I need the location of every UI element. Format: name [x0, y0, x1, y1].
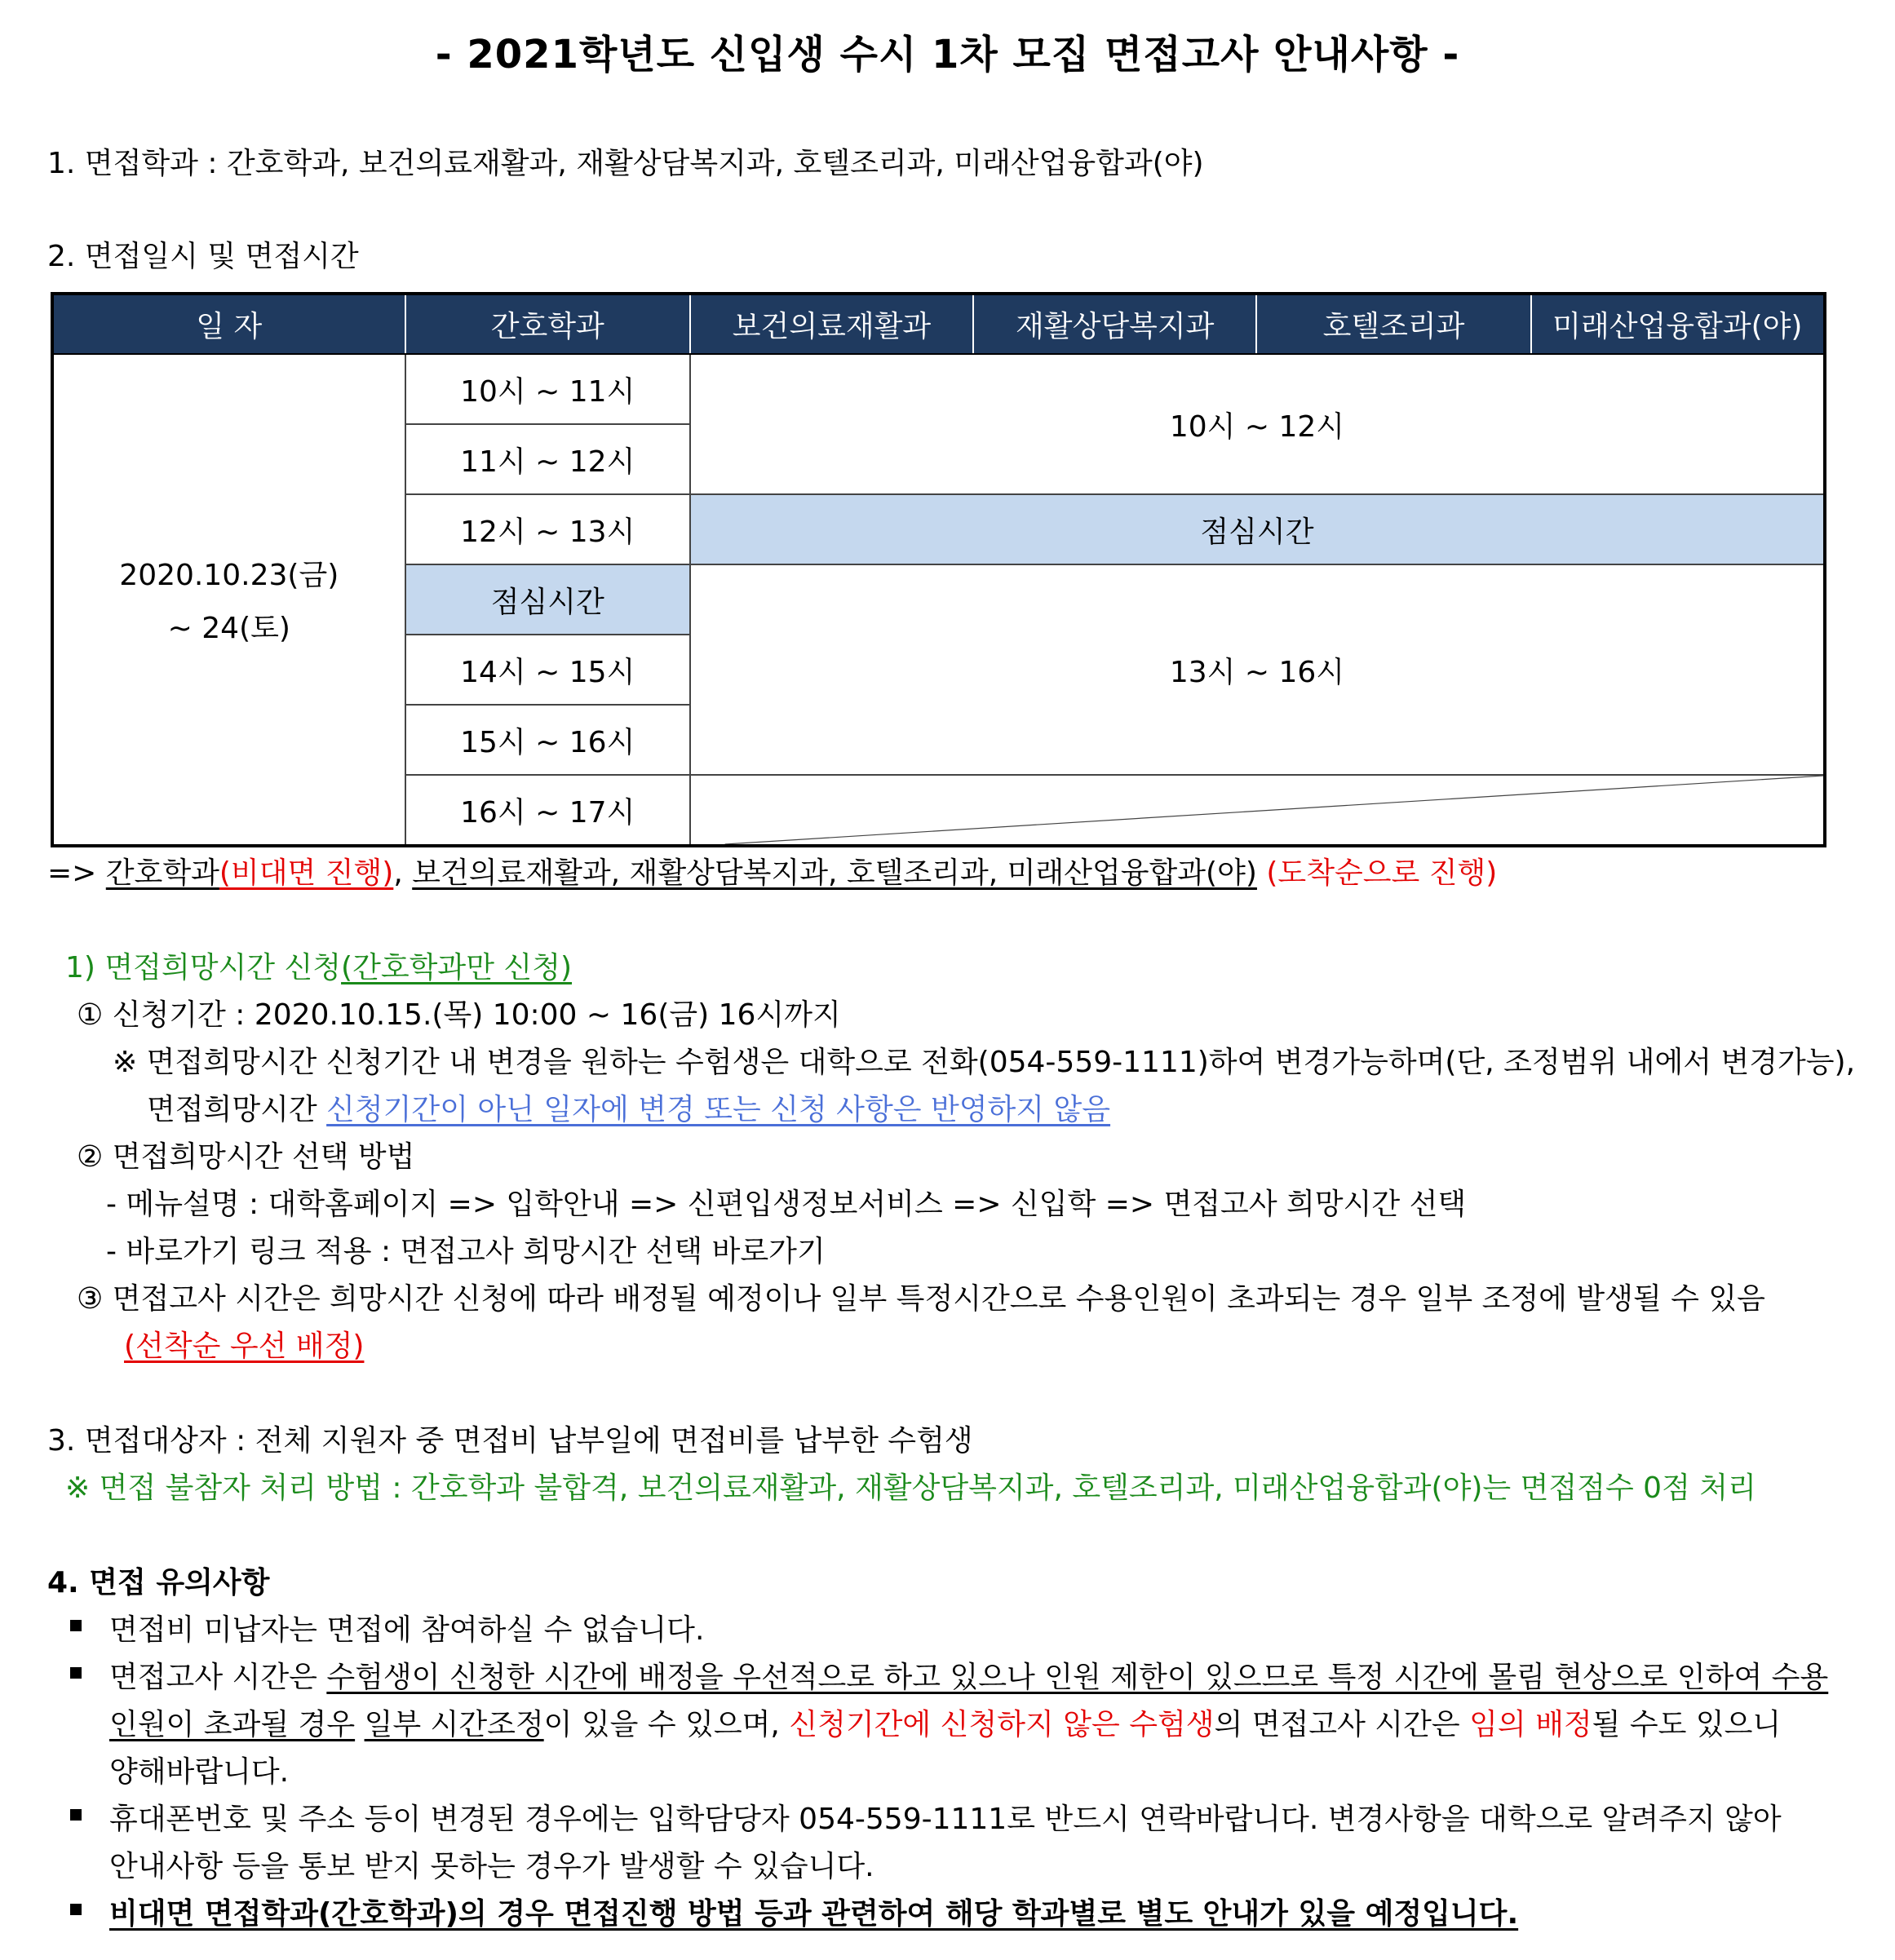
notice-bullet-2-line-1 [109, 1654, 1828, 1696]
interview-schedule-table [51, 292, 1826, 847]
notice-bullet-2-line-3: 양해바랍니다. [109, 1755, 290, 1789]
date-line-2: ~ 24(토) [167, 612, 290, 645]
header-nursing: 간호학과 [405, 294, 690, 354]
notice-bullet-4: 비대면 면접학과(간호학과)의 경우 면접진행 방법 등과 관련하여 해당 학과별로 별도 안내가 있을 예정입니다. [109, 1897, 1519, 1931]
item-1-change-note-2 [147, 1086, 1110, 1128]
sub1-title-nursing-only: (간호학과만 신청) [341, 951, 573, 984]
others-afternoon-cell: 13시 ~ 16시 [690, 564, 1825, 775]
section-2-heading: 2. 면접일시 및 면접시간 [47, 240, 359, 273]
item-3-first-come: (선착순 우선 배정) [124, 1330, 365, 1363]
table-header-row [52, 294, 1825, 354]
bullet-icon [70, 1809, 82, 1821]
b2-space [355, 1708, 364, 1741]
header-future-industry: 미래산업융합과(야) [1531, 294, 1825, 354]
b2-text-3: 될 수도 있으니 [1592, 1708, 1782, 1741]
note-arrival-order: (도착순으로 진행) [1266, 856, 1498, 890]
b2-l1-underlined: 수험생이 신청한 시간에 배정을 우선적으로 하고 있으나 인원 제한이 있으므로 특정 시간에 몰림 현상으로 인하여 수용 [326, 1661, 1829, 1694]
section-3-absentee-note: ※ 면접 불참자 처리 방법 : 간호학과 불합격, 보건의료재활과, 재활상담복지과, 호텔조리과, 미래산업융합과(야)는 면접점수 0점 처리 [65, 1471, 1756, 1505]
empty-diagonal-cell [690, 775, 1825, 846]
notice-bullet-2-line-2 [109, 1701, 1781, 1743]
item-2-menu-path: - 메뉴설명 : 대학홈페이지 => 입학안내 => 신편입생정보서비스 => 신입학 => 면접고사 희망시간 선택 [106, 1188, 1467, 1221]
item-1-period: ① 신청기간 : 2020.10.15.(목) 10:00 ~ 16(금) 16시까지 [77, 998, 841, 1032]
b2-text-1: 이 있을 수 있으며, [543, 1708, 790, 1741]
notice-bullet-1: 면접비 미납자는 면접에 참여하실 수 없습니다. [109, 1613, 705, 1647]
item-3-assignment: ③ 면접고사 시간은 희망시간 신청에 따라 배정될 예정이나 일부 특정시간으로 수용인원이 초과되는 경우 일부 조정에 발생될 수 있음 [77, 1282, 1765, 1316]
notice-bullet-3-line-1: 휴대폰번호 및 주소 등이 변경된 경우에는 입학담당자 054-559-1111로 반드시 연락바랍니다. 변경사항을 대학으로 알려주지 않아 [109, 1803, 1782, 1836]
sub1-title-main: 1) 면접희망시간 신청 [65, 951, 342, 984]
note-nursing: 간호학과 [105, 856, 219, 890]
header-rehab-counsel: 재활상담복지과 [973, 294, 1256, 354]
b2-l1-prefix: 면접고사 시간은 [109, 1661, 327, 1694]
sub1-title [65, 945, 572, 986]
item-1-change-note: ※ 면접희망시간 신청기간 내 변경을 원하는 수험생은 대학으로 전화(054-559-1111)하여 변경가능하며(단, 조정범위 내에서 변경가능), [113, 1046, 1856, 1079]
notice-bullet-3-line-2: 안내사항 등을 통보 받지 못하는 경우가 발생할 수 있습니다. [109, 1850, 874, 1883]
table-row [52, 354, 1825, 424]
diagonal-line [691, 776, 1823, 844]
nursing-slot: 10시 ~ 11시 [405, 354, 690, 424]
b2-text-2: 의 면접고사 시간은 [1214, 1708, 1470, 1741]
page-title: - 2021학년도 신입생 수시 1차 모집 면접고사 안내사항 - [435, 32, 1460, 77]
section-1-departments: 1. 면접학과 : 간호학과, 보건의료재활과, 재활상담복지과, 호텔조리과, 미래산업융합과(야) [47, 147, 1204, 180]
date-line-1: 2020.10.23(금) [119, 559, 339, 592]
b2-arbitrary: 임의 배정 [1469, 1708, 1592, 1741]
note-nonface: (비대면 진행) [219, 856, 394, 890]
others-morning-cell: 10시 ~ 12시 [690, 354, 1825, 494]
b2-not-applied: 신청기간에 신청하지 않은 수험생 [789, 1708, 1215, 1741]
header-health-rehab: 보건의료재활과 [690, 294, 973, 354]
others-lunch-cell: 점심시간 [690, 494, 1825, 564]
nursing-lunch-cell: 점심시간 [405, 564, 690, 635]
nursing-slot: 12시 ~ 13시 [405, 494, 690, 564]
bullet-icon [70, 1667, 82, 1679]
b2-exceed: 인원이 초과될 경우 [109, 1708, 356, 1741]
header-hotel-culinary: 호텔조리과 [1256, 294, 1530, 354]
item-2-method: ② 면접희망시간 선택 방법 [77, 1140, 415, 1174]
note-arrow: => [47, 856, 97, 890]
bullet-icon [70, 1904, 82, 1915]
section-4-heading: 4. 면접 유의사항 [47, 1566, 270, 1599]
nursing-slot: 11시 ~ 12시 [405, 424, 690, 494]
note-comma: , [393, 856, 403, 890]
date-cell [52, 354, 405, 846]
note-other-departments: 보건의료재활과, 재활상담복지과, 호텔조리과, 미래산업융합과(야) [412, 856, 1257, 890]
bullet-icon [70, 1620, 82, 1631]
item-2-shortcut-link[interactable]: - 바로가기 링크 적용 : 면접고사 희망시간 선택 바로가기 [106, 1235, 826, 1268]
nursing-slot: 14시 ~ 15시 [405, 635, 690, 705]
nursing-slot: 16시 ~ 17시 [405, 775, 690, 846]
section-3-eligibility: 3. 면접대상자 : 전체 지원자 중 면접비 납부일에 면접비를 납부한 수험생 [47, 1424, 973, 1458]
table-note [47, 850, 1497, 892]
item-1-note-prefix: 면접희망시간 [147, 1093, 327, 1126]
b2-adjust: 일부 시간조정 [364, 1708, 544, 1741]
nursing-slot: 15시 ~ 16시 [405, 705, 690, 775]
item-1-note-warning: 신청기간이 아닌 일자에 변경 또는 신청 사항은 반영하지 않음 [326, 1093, 1111, 1126]
header-date: 일 자 [52, 294, 405, 354]
